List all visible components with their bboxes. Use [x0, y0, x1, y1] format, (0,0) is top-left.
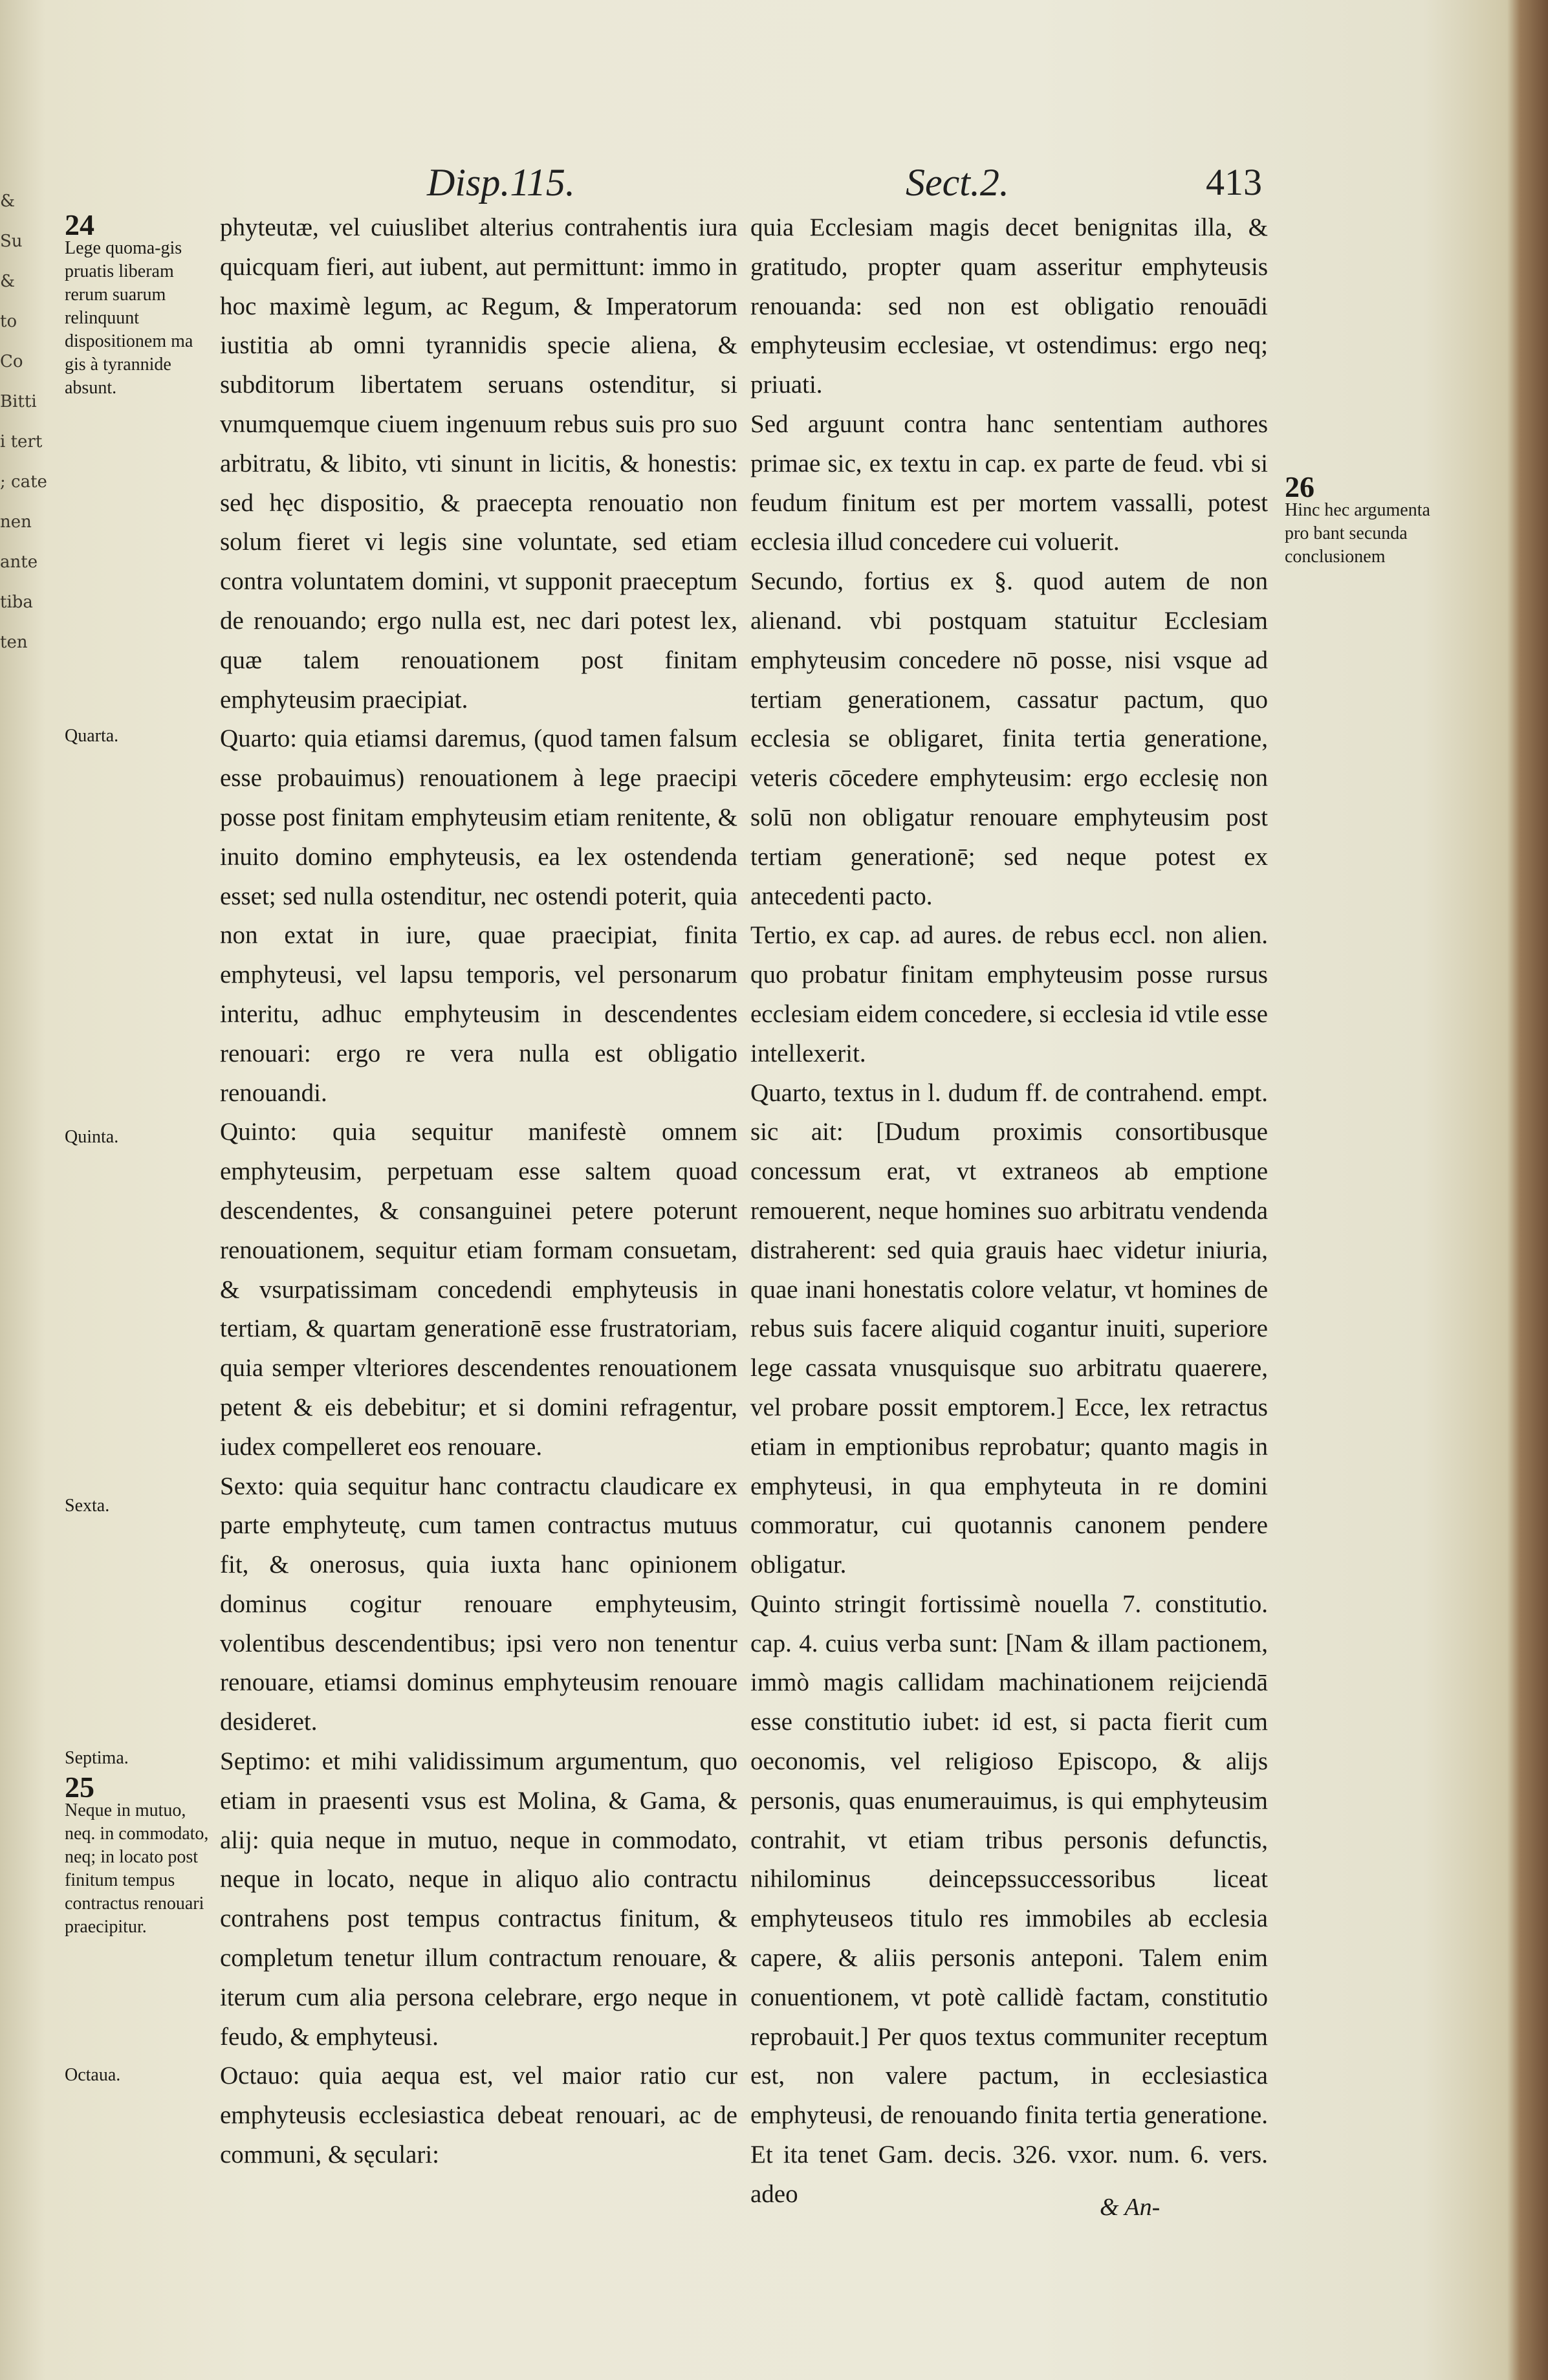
paragraph: Secundo, fortius ex §. quod autem de non alienand. vbi postquam statuitur Ecclesiam emphyteusim concedere nō posse, nisi vsque ad tertiam generationem, cassatur pactum, quo ecclesia se obligaret, finita tertia generatione, veteris cōcedere emphyteusim: ergo ecclesię non solū non obligatur renouare emphyteusim post tertiam generationē; sed neque potest ex antecedenti pacto. — [750, 567, 1268, 910]
margin-note-text: Hinc hec argumenta pro bant secunda conclusionem — [1285, 500, 1430, 567]
margin-number: 25 — [65, 1771, 94, 1804]
paragraph: Septimo: et mihi validissimum argumentum, quo etiam in praesenti vsus est Molina, & Gama, & alij: quia neque in mutuo, neque in commodato, neque in locato, neque in aliquo alio contractu contrahens post tempus contractus finitum, & completum tenetur illum contractum renouare, & iterum cum alia persona celebrare, ergo neque in feudo, & emphyteusi. — [220, 1747, 737, 2051]
gutter-frag: ; cate — [0, 472, 47, 492]
margin-note-text: Neque in mutuo, neq. in commodato, neq; in locato post finitum tempus contractus renouari praecipitur. — [65, 1800, 209, 1937]
margin-note-quarta: Quarta. — [65, 726, 119, 746]
gutter-frag: ante — [0, 552, 38, 572]
margin-number: 24 — [65, 208, 94, 241]
gutter-text-fragments — [0, 181, 52, 662]
catchword: & An- — [1100, 2194, 1161, 2221]
page-number: 413 — [1206, 161, 1262, 203]
paragraph: Sexto: quia sequitur hanc contractu claudicare ex parte emphyteutę, cum tamen contractus mutuus fit, & onerosus, quia iuxta hanc opinionem dominus cogitur renouare emphyteusim, volentibus descendentibus; ipsi vero non tenentur renouare, etiamsi dominus emphyteusim renouare desideret. — [220, 1472, 737, 1736]
paragraph: Quinto stringit fortissimè nouella 7. constitutio. cap. 4. cuius verba sunt: [Nam & illam pactionem, immò magis callidam machinationem reijciendā esse constitutio iubet: id est, si pacta fierit cum oeconomis, vel religioso Episcopo, & alijs personis, quas enumerauimus, is qui emphyteusim contrahit, vt etiam tribus personis defunctis, nihilominus deincepssuccessoribus liceat emphyteuseos titulo res immobiles ab ecclesia capere, & aliis personis anteponi. Talem enim conuentionem, vt potè callidè factam, constitutio reprobauit.] Per quos textus communiter receptum est, non valere pactum, in ecclesiastica emphyteusi, de renouando finita tertia generatione. Et ita tenet Gam. decis. 326. vxor. num. 6. vers. adeo — [750, 1589, 1268, 2208]
margin-note-octaua: Octaua. — [65, 2065, 121, 2085]
running-head-disputation: Disp.115. — [427, 161, 575, 204]
margin-note-sexta: Sexta. — [65, 1496, 110, 1516]
margin-number: 26 — [1285, 470, 1314, 503]
gutter-frag: Bitti — [0, 392, 37, 411]
paragraph: Octauo: quia aequa est, vel maior ratio cur emphyteusis ecclesiastica debeat renouari, ac de communi, & sęculari: — [220, 2062, 737, 2169]
gutter-frag: Co — [0, 352, 23, 371]
margin-note-26 — [1285, 470, 1446, 569]
paragraph: phyteutæ, vel cuiuslibet alterius contrahentis iura quicquam fieri, aut iubent, aut permittunt: immo in hoc maximè legum, ac Regum, & Imperatorum iustitia ab omni tyrannidis specie aliena, & subditorum libertatem seruans ostenditur, si vnumquemque ciuem ingenuum rebus suis pro suo arbitratu, & libito, vti sinunt in licitis, & honestis: sed hęc dispositio, & praecepta renouatio non solum fieret vi legis sine voluntate, sed etiam contra voluntatem domini, vt supponit praeceptum de renouando; ergo nulla est, nec dari potest lex, quæ talem renouationem post finitam emphyteusim praecipiat. — [220, 213, 737, 714]
right-text-column — [750, 208, 1268, 2214]
paragraph: Tertio, ex cap. ad aures. de rebus eccl. non alien. quo probatur finitam emphyteusim posse rursus ecclesiam eidem concedere, si ecclesia id vtile esse intellexerit. — [750, 921, 1268, 1067]
paragraph: Sed arguunt contra hanc sententiam authores primae sic, ex textu in cap. ex parte de feud. vbi si feudum finitum est per mortem vassalli, potest ecclesia illud concedere cui voluerit. — [750, 409, 1268, 556]
margin-note-24 — [65, 208, 213, 400]
gutter-frag: nen — [0, 512, 32, 532]
paragraph: quia Ecclesiam magis decet benignitas illa, & gratitudo, propter quam asseritur emphyteusis renouanda: sed non est obligatio renouādi emphyteusim ecclesiae, vt ostendimus: ergo neq; priuati. — [750, 213, 1268, 399]
margin-note-text: Lege quoma-gis pruatis liberam rerum suarum relinquunt dispositionem ma gis à tyrannide absunt. — [65, 238, 193, 398]
running-head-section: Sect.2. — [906, 161, 1009, 204]
paragraph: Quinto: quia sequitur manifestè omnem emphyteusim, perpetuam esse saltem quoad descendentes, & consanguinei petere poterunt renouationem, sequitur etiam formam consuetam, & vsurpatissimam concedendi emphyteusis in tertiam, & quartam generationē esse frustratoriam, quia semper vlteriores descendentes renouationem petent & eis debebitur; et si domini refragentur, iudex compelleret eos renouare. — [220, 1118, 737, 1461]
margin-note-septima: Septima. — [65, 1748, 129, 1768]
gutter-frag: & — [0, 191, 16, 211]
gutter-frag: i tert — [0, 432, 43, 452]
gutter-frag: & — [0, 272, 16, 291]
margin-note-25 — [65, 1771, 213, 1939]
margin-note-quinta: Quinta. — [65, 1127, 119, 1147]
gutter-frag: to — [0, 312, 17, 331]
gutter-frag: ten — [0, 633, 28, 652]
gutter-frag: tiba — [0, 593, 33, 612]
gutter-frag: Su — [0, 232, 23, 251]
left-text-column — [220, 208, 737, 2175]
paragraph: Quarto, textus in l. dudum ff. de contrahend. empt. sic ait: [Dudum proximis consortibusque concessum erat, vt extraneos ab emptione remouerent, neque homines suo arbitratu vendenda distraherent: sed quia grauis haec videtur iniuria, quae inani honestatis colore velatur, vt homines de rebus suis facere aliquid cogantur inuiti, superiore lege cassata vnusquisque suo arbitratu quaerere, vel probare possit emptorem.] Ecce, lex retractus etiam in emptionibus reprobatur; quanto magis in emphyteusi, in qua emphyteuta in re domini commoratur, cui quotannis canonem pendere obligatur. — [750, 1078, 1268, 1579]
paragraph: Quarto: quia etiamsi daremus, (quod tamen falsum esse probauimus) renouationem à lege praecipi posse post finitam emphyteusim etiam renitente, & inuito domino emphyteusis, ea lex ostendenda esset; sed nulla ostenditur, nec ostendi poterit, quia non extat in iure, quae praecipiat, finita emphyteusi, vel lapsu temporis, vel personarum interitu, adhuc emphyteusim in descendentes renouari: ergo re vera nulla est obligatio renouandi. — [220, 725, 737, 1107]
